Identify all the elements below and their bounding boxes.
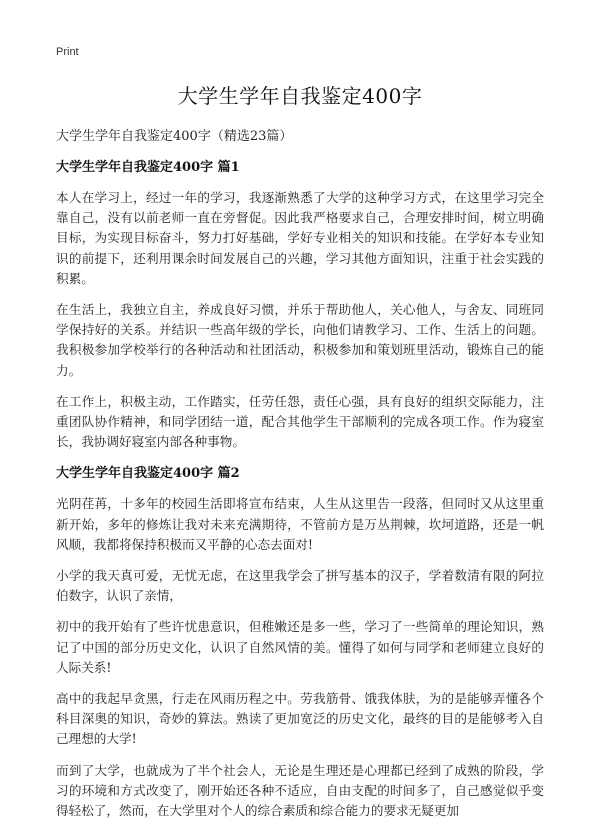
section-2 (56, 465, 544, 821)
paragraph: 本人在学习上，经过一年的学习，我逐渐熟悉了大学的这种学习方式，在这里学习完全靠自己，没有以前老师一直在旁督促。因此我严格要求自己，合理安排时间，树立明确目标，为实现目标奋斗，努力打好基础，学好专业相关的知识和技能。在学好本专业知识的前提下，还利用课余时间发展自己的兴趣，学习其他方面知识，注重于社会实践的积累。 (56, 190, 544, 286)
section-heading: 大学生学年自我鉴定400字 篇2 (56, 466, 240, 482)
paragraph: 初中的我开始有了些许忧患意识，但稚嫩还是多一些，学习了一些简单的理论知识，熟记了中国的部分历史文化，认识了自然风情的美。懂得了如何与同学和老师建立良好的人际关系! (56, 619, 544, 675)
document-title: 大学生学年自我鉴定400字 (177, 84, 423, 108)
paragraph: 在工作上，积极主动，工作踏实，任劳任怨，责任心强，具有良好的组织交际能力，注重团队协作精神，和同学团结一道，配合其他学生干部顺利的完成各项工作。作为寝室长，我协调好寝室内部各种事物。 (56, 393, 544, 450)
paragraph: 小学的我天真可爱，无忧无虑，在这里我学会了拼写基本的汉子，学着数清有限的阿拉伯数字，认识了亲情， (56, 568, 544, 604)
paragraph: 光阴荏苒，十多年的校园生活即将宣布结束，人生从这里告一段落，但同时又从这里重新开始，多年的修炼让我对未来充满期待，不管前方是万丛荆棘，坎坷道路，还是一帆风顺，我都将保持积极而又平静的心态去面对! (56, 496, 544, 552)
section-heading: 大学生学年自我鉴定400字 篇1 (56, 160, 240, 175)
paragraph: 在生活上，我独立自主，养成良好习惯，并乐于帮助他人，关心他人，与舍友、同班同学保持好的关系。并结识一些高年级的学长，向他们请教学习、工作、生活上的问题。我积极参加学校举行的各种活动和社团活动，积极参加和策划班里活动，锻炼自己的能力。 (56, 302, 544, 378)
paragraph: 高中的我起早贪黑，行走在风雨历程之中。劳我筋骨、饿我体肤，为的是能够弄懂各个科目深奥的知识，奇妙的算法。熟读了更加宽泛的历史文化，最终的目的是能够考入自己理想的大学! (56, 691, 544, 747)
paragraph: 而到了大学，也就成为了半个社会人，无论是生理还是心理都已经到了成熟的阶段，学习的环境和方式改变了，刚开始还各种不适应，自由支配的时间多了，自己感觉似乎变得轻松了，然而，在大学里对个人的综合素质和综合能力的要求无疑更加 (56, 762, 544, 819)
print-label: Print (56, 46, 79, 58)
section-1 (56, 159, 544, 452)
document-subtitle: 大学生学年自我鉴定400字（精选23篇） (56, 129, 293, 144)
